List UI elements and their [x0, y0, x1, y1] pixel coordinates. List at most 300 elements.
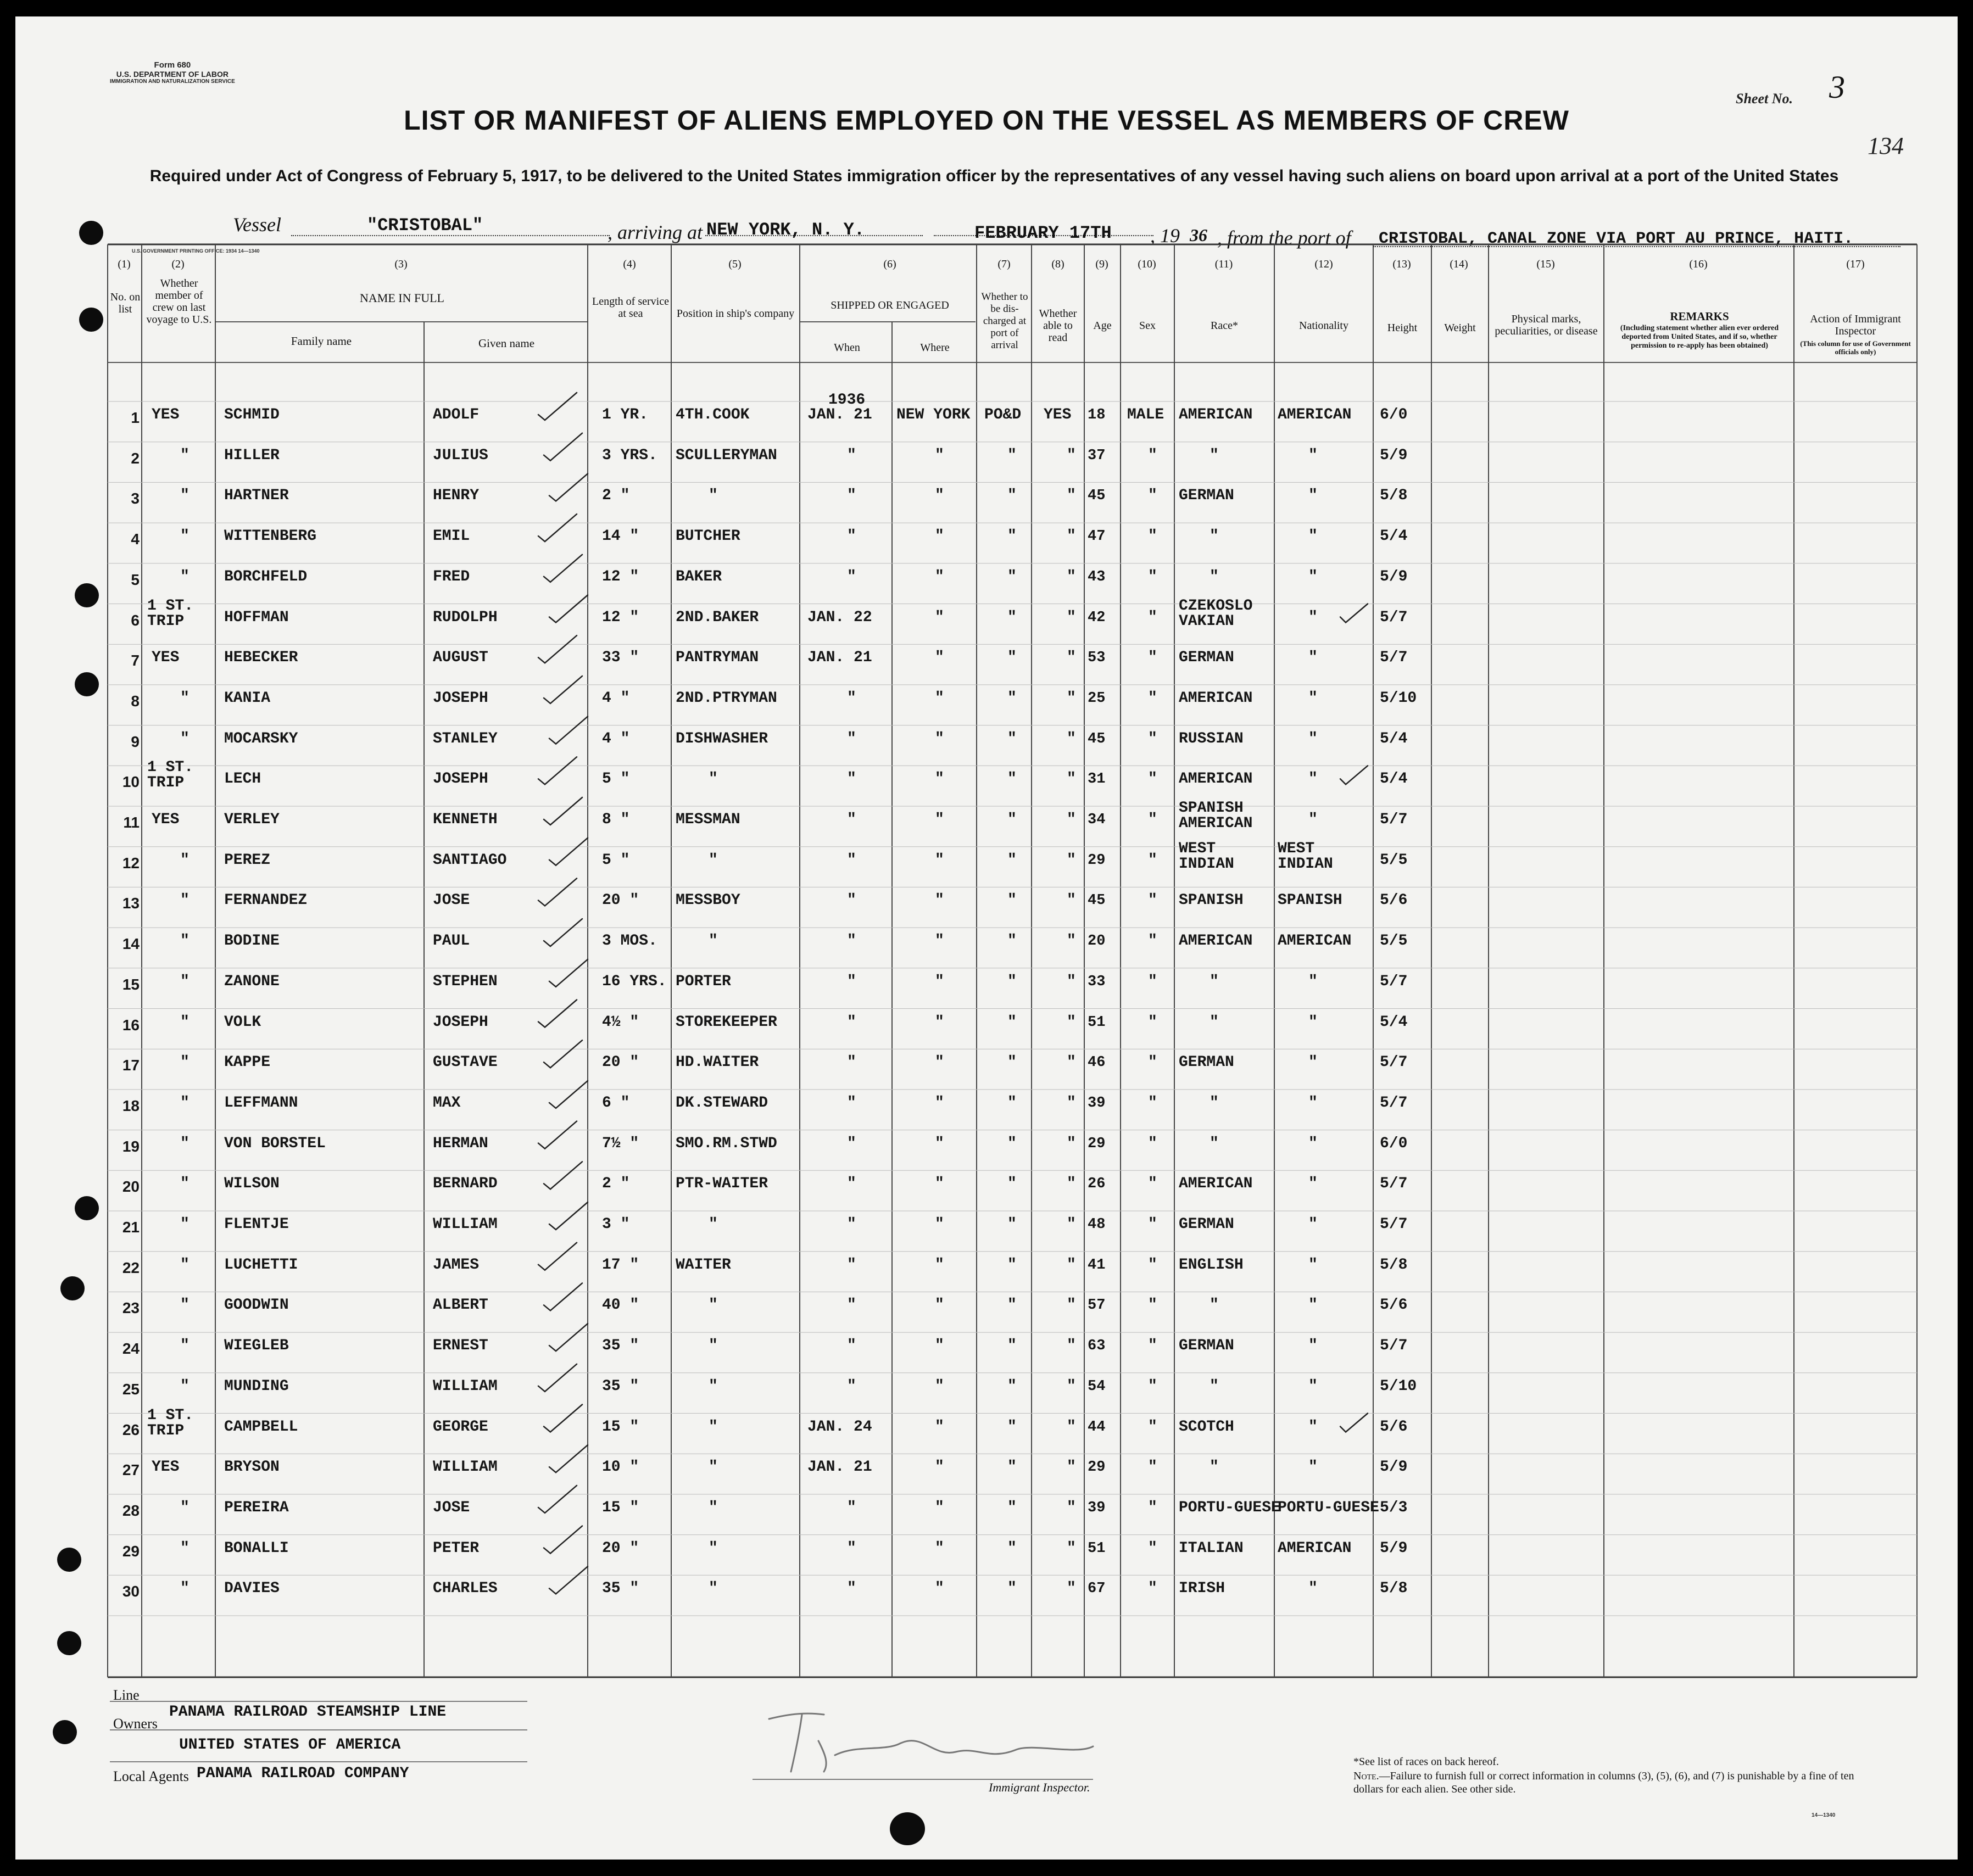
length-service-cell: 12 ": [602, 568, 639, 585]
voyage-cell: ": [180, 1256, 190, 1274]
nationality-cell: ": [1308, 1135, 1318, 1152]
column-number: (6): [883, 258, 896, 270]
sex-cell: ": [1148, 730, 1157, 747]
sex-cell: ": [1148, 892, 1157, 909]
vessel-label: Vessel: [233, 214, 281, 236]
discharged-cell: ": [1007, 689, 1017, 707]
given-name-cell: STANLEY: [433, 730, 498, 747]
able-to-read-cell: ": [1067, 851, 1076, 869]
discharged-cell: ": [1007, 730, 1017, 747]
able-to-read-cell: ": [1067, 1418, 1076, 1436]
position-cell: ": [709, 933, 718, 950]
family-name-cell: DAVIES: [224, 1580, 280, 1598]
line-label: Line: [113, 1687, 140, 1703]
age-cell: 29: [1088, 1459, 1106, 1476]
discharged-cell: ": [1007, 528, 1017, 545]
when-cell: ": [847, 1013, 856, 1031]
service-name: IMMIGRATION AND NATURALIZATION SERVICE: [110, 79, 235, 85]
vessel-name: "CRISTOBAL": [367, 215, 483, 236]
age-cell: 34: [1088, 812, 1106, 828]
sex-cell: ": [1148, 649, 1157, 667]
age-cell: 43: [1088, 568, 1106, 585]
discharged-cell: ": [1007, 933, 1017, 950]
when-cell: ": [847, 1135, 856, 1152]
family-name-cell: HEBECKER: [224, 649, 298, 667]
nationality-cell: ": [1308, 608, 1318, 626]
height-cell: 6/0: [1380, 406, 1408, 423]
age-cell: 41: [1088, 1257, 1106, 1274]
able-to-read-cell: ": [1067, 1499, 1076, 1516]
able-to-read-cell: ": [1067, 1297, 1076, 1314]
where-cell: ": [935, 851, 944, 869]
row-number: 12: [122, 854, 140, 872]
column-number: (5): [728, 258, 742, 270]
department-name: U.S. DEPARTMENT OF LABOR: [116, 70, 229, 79]
punch-hole: [60, 1276, 85, 1300]
able-to-read-cell: ": [1067, 811, 1076, 828]
race-note: *See list of races on back hereof.: [1353, 1756, 1499, 1768]
voyage-cell: ": [180, 1135, 190, 1152]
voyage-cell: ": [180, 933, 190, 950]
owners-label: Owners: [113, 1716, 158, 1732]
able-to-read-cell: ": [1067, 1175, 1076, 1193]
voyage-cell: ": [180, 1337, 190, 1355]
race-cell: ": [1210, 446, 1219, 464]
height-cell: 5/7: [1380, 1337, 1408, 1355]
where-cell: ": [935, 608, 944, 626]
height-cell: 5/10: [1380, 1377, 1417, 1395]
family-name-cell: LEFFMANN: [224, 1094, 298, 1112]
when-cell: ": [847, 1216, 856, 1233]
family-name-cell: PEREIRA: [224, 1499, 289, 1516]
when-cell: ": [847, 811, 856, 828]
voyage-cell: ": [180, 1499, 190, 1516]
header-able-to-read: Whether able to read: [1039, 308, 1077, 344]
where-cell: ": [935, 933, 944, 950]
position-cell: BAKER: [676, 568, 722, 585]
column-number: (13): [1392, 258, 1411, 270]
when-cell: ": [847, 528, 856, 545]
race-cell: AMERICAN: [1179, 689, 1253, 707]
voyage-cell: ": [180, 1013, 190, 1031]
discharged-cell: ": [1007, 1459, 1017, 1476]
able-to-read-cell: ": [1067, 689, 1076, 707]
sex-cell: ": [1148, 1175, 1157, 1193]
header-family-name: Family name: [291, 334, 352, 348]
voyage-cell: YES: [152, 649, 180, 667]
form-number: Form 680: [154, 60, 191, 70]
length-service-cell: 35 ": [602, 1377, 639, 1395]
sex-cell: ": [1148, 1054, 1157, 1071]
punch-hole: [57, 1631, 81, 1655]
page-title: LIST OR MANIFEST OF ALIENS EMPLOYED ON THE VESSEL AS MEMBERS OF CREW: [404, 105, 1569, 136]
nationality-cell: AMERICAN: [1278, 1539, 1352, 1557]
given-name-cell: STEPHEN: [433, 973, 498, 990]
discharged-cell: ": [1007, 771, 1017, 788]
age-cell: 45: [1088, 488, 1106, 505]
where-cell: ": [935, 1539, 944, 1557]
header-height: Height: [1387, 322, 1418, 334]
when-cell: JAN. 22: [807, 608, 872, 626]
line-value: PANAMA RAILROAD STEAMSHIP LINE: [169, 1704, 447, 1721]
punch-hole: [79, 221, 103, 245]
given-name-cell: RUDOLPH: [433, 608, 498, 626]
where-cell: NEW YORK: [896, 406, 971, 423]
able-to-read-cell: YES: [1044, 406, 1072, 423]
age-cell: 29: [1088, 852, 1106, 869]
sex-cell: ": [1148, 446, 1157, 464]
age-cell: 26: [1088, 1176, 1106, 1193]
nationality-cell: ": [1308, 568, 1318, 585]
nationality-cell: ": [1308, 1256, 1318, 1274]
when-cell: ": [847, 1256, 856, 1274]
family-name-cell: BORCHFELD: [224, 568, 308, 585]
length-service-cell: 14 ": [602, 528, 639, 545]
where-cell: ": [935, 771, 944, 788]
voyage-cell: ": [180, 892, 190, 909]
column-number: (9): [1095, 258, 1108, 270]
height-cell: 5/3: [1380, 1499, 1408, 1516]
age-cell: 51: [1088, 1540, 1106, 1557]
race-cell: WEST INDIAN: [1179, 840, 1234, 873]
length-service-cell: 3 MOS.: [602, 933, 657, 950]
able-to-read-cell: ": [1067, 1256, 1076, 1274]
discharged-cell: ": [1007, 608, 1017, 626]
when-cell: ": [847, 1054, 856, 1071]
discharged-cell: ": [1007, 487, 1017, 505]
position-cell: HD.WAITER: [676, 1054, 759, 1071]
age-cell: 39: [1088, 1499, 1106, 1516]
given-name-cell: ADOLF: [433, 406, 480, 423]
voyage-cell: 1 ST. TRIP: [147, 759, 194, 792]
form-code: 14—1340: [1812, 1812, 1836, 1818]
family-name-cell: VON BORSTEL: [224, 1135, 326, 1152]
punch-hole: [75, 583, 99, 607]
nationality-cell: ": [1308, 1216, 1318, 1233]
sex-cell: ": [1148, 1459, 1157, 1476]
given-name-cell: KENNETH: [433, 811, 498, 828]
family-name-cell: LECH: [224, 771, 261, 788]
length-service-cell: 16 YRS.: [602, 973, 667, 990]
header-where: Where: [920, 342, 950, 354]
column-number: (15): [1536, 258, 1555, 270]
note-label: Note.: [1353, 1770, 1379, 1782]
family-name-cell: BRYSON: [224, 1459, 280, 1476]
when-cell: JAN. 21: [807, 649, 872, 667]
column-number: (11): [1214, 258, 1233, 270]
able-to-read-cell: ": [1067, 1135, 1076, 1152]
voyage-cell: ": [180, 446, 190, 464]
race-cell: ITALIAN: [1179, 1539, 1244, 1557]
height-cell: 5/9: [1380, 446, 1408, 464]
race-cell: ": [1210, 1297, 1219, 1314]
row-number: 9: [131, 733, 140, 750]
row-number: 26: [122, 1421, 140, 1438]
header-action-note: (This column for use of Government officials only): [1800, 339, 1911, 356]
arriving-label: , arriving at: [607, 221, 703, 243]
able-to-read-cell: ": [1067, 1580, 1076, 1598]
when-cell: ": [847, 568, 856, 585]
position-cell: STOREKEEPER: [676, 1013, 777, 1031]
height-cell: 5/4: [1380, 1013, 1408, 1031]
family-name-cell: HOFFMAN: [224, 608, 289, 626]
race-cell: ": [1210, 528, 1219, 545]
family-name-cell: HARTNER: [224, 487, 289, 505]
given-name-cell: AUGUST: [433, 649, 488, 667]
family-name-cell: VERLEY: [224, 811, 280, 828]
nationality-cell: WEST INDIAN: [1278, 840, 1333, 873]
given-name-cell: JOSEPH: [433, 689, 488, 707]
race-cell: ": [1210, 1377, 1219, 1395]
position-cell: SMO.RM.STWD: [676, 1135, 777, 1152]
when-cell: ": [847, 973, 856, 990]
family-name-cell: FERNANDEZ: [224, 892, 308, 909]
height-cell: 5/6: [1380, 1297, 1408, 1314]
given-name-cell: ERNEST: [433, 1337, 488, 1355]
discharged-cell: PO&D: [984, 406, 1022, 423]
discharged-cell: ": [1007, 568, 1017, 585]
header-position: Position in ship's company: [676, 308, 795, 320]
where-cell: ": [935, 1256, 944, 1274]
where-cell: ": [935, 1418, 944, 1436]
where-cell: ": [935, 446, 944, 464]
nationality-cell: ": [1308, 811, 1318, 828]
given-name-cell: BERNARD: [433, 1175, 498, 1193]
year-suffix: 36: [1190, 225, 1207, 245]
race-cell: AMERICAN: [1179, 406, 1253, 423]
position-cell: ": [709, 771, 718, 788]
family-name-cell: WIEGLEB: [224, 1337, 289, 1355]
nationality-cell: ": [1308, 446, 1318, 464]
column-number: (10): [1138, 258, 1156, 270]
nationality-cell: AMERICAN: [1278, 933, 1352, 950]
column-number: (4): [623, 258, 636, 270]
punch-hole: [75, 1196, 99, 1220]
where-cell: ": [935, 1337, 944, 1355]
when-cell: ": [847, 892, 856, 909]
header-nationality: Nationality: [1299, 320, 1348, 332]
row-number: 29: [122, 1542, 140, 1560]
age-cell: 53: [1088, 650, 1106, 667]
position-cell: 4TH.COOK: [676, 406, 750, 423]
race-cell: RUSSIAN: [1179, 730, 1244, 747]
note-text: —Failure to furnish full or correct information in columns (3), (5), (6), and (7) is punishable by a fine of ten dollars for each alien. See other side.: [1353, 1770, 1854, 1795]
race-cell: AMERICAN: [1179, 771, 1253, 788]
height-cell: 5/7: [1380, 1094, 1408, 1112]
race-cell: SCOTCH: [1179, 1418, 1234, 1436]
header-physical-marks: Physical marks, peculiarities, or disease: [1495, 313, 1598, 337]
race-cell: ": [1210, 1094, 1219, 1112]
sex-cell: MALE: [1127, 406, 1164, 423]
height-cell: 5/7: [1380, 1175, 1408, 1193]
row-number: 14: [122, 935, 140, 953]
race-cell: SPANISH AMERICAN: [1179, 800, 1253, 832]
sex-cell: ": [1148, 851, 1157, 869]
race-cell: ": [1210, 1459, 1219, 1476]
voyage-cell: ": [180, 487, 190, 505]
age-cell: 57: [1088, 1297, 1106, 1314]
column-number: (3): [394, 258, 408, 270]
voyage-cell: YES: [152, 811, 180, 828]
row-number: 23: [122, 1299, 140, 1317]
height-cell: 5/4: [1380, 730, 1408, 747]
discharged-cell: ": [1007, 1094, 1017, 1112]
where-cell: ": [935, 1175, 944, 1193]
when-cell: ": [847, 1175, 856, 1193]
race-cell: ENGLISH: [1179, 1256, 1244, 1274]
discharged-cell: ": [1007, 1256, 1017, 1274]
column-number: (12): [1314, 258, 1333, 270]
column-number: (8): [1051, 258, 1064, 270]
voyage-cell: ": [180, 1297, 190, 1314]
race-cell: AMERICAN: [1179, 1175, 1253, 1193]
height-cell: 5/4: [1380, 528, 1408, 545]
voyage-cell: ": [180, 689, 190, 707]
family-name-cell: MOCARSKY: [224, 730, 298, 747]
race-cell: ": [1210, 1013, 1219, 1031]
voyage-cell: 1 ST. TRIP: [147, 597, 194, 630]
where-cell: ": [935, 649, 944, 667]
height-cell: 5/9: [1380, 568, 1408, 585]
age-cell: 25: [1088, 690, 1106, 707]
discharged-cell: ": [1007, 1013, 1017, 1031]
discharged-cell: ": [1007, 892, 1017, 909]
sex-cell: ": [1148, 1377, 1157, 1395]
nationality-cell: ": [1308, 1094, 1318, 1112]
length-service-cell: 20 ": [602, 892, 639, 909]
punch-hole: [79, 308, 103, 332]
height-cell: 5/7: [1380, 608, 1408, 626]
height-cell: 5/7: [1380, 1216, 1408, 1233]
column-number: (14): [1450, 258, 1468, 270]
row-number: 30: [122, 1583, 140, 1600]
sex-cell: ": [1148, 933, 1157, 950]
from-port-label: , from the port of: [1217, 227, 1351, 249]
length-service-cell: 15 ": [602, 1499, 639, 1516]
age-cell: 33: [1088, 973, 1106, 990]
length-service-cell: 12 ": [602, 608, 639, 626]
family-name-cell: SCHMID: [224, 406, 280, 423]
failure-note: [1353, 1769, 1859, 1796]
family-name-cell: WILSON: [224, 1175, 280, 1193]
nationality-cell: ": [1308, 771, 1318, 788]
length-service-cell: 3 YRS.: [602, 446, 657, 464]
family-name-cell: KAPPE: [224, 1054, 271, 1071]
nationality-cell: ": [1308, 730, 1318, 747]
sheet-number: 3: [1829, 69, 1845, 105]
length-service-cell: 35 ": [602, 1580, 639, 1598]
age-cell: 42: [1088, 609, 1106, 626]
inspector-caption: Immigrant Inspector.: [989, 1780, 1090, 1794]
given-name-cell: PETER: [433, 1539, 480, 1557]
given-name-cell: PAUL: [433, 933, 470, 950]
where-cell: ": [935, 1013, 944, 1031]
position-cell: SCULLERYMAN: [676, 446, 777, 464]
punch-hole: [75, 672, 99, 696]
race-cell: GERMAN: [1179, 649, 1234, 667]
discharged-cell: ": [1007, 446, 1017, 464]
sex-cell: ": [1148, 689, 1157, 707]
nationality-cell: ": [1308, 1054, 1318, 1071]
able-to-read-cell: ": [1067, 933, 1076, 950]
header-remarks-note: (Including statement whether alien ever ordered deported from United States, and if so, whether permission to re-apply has been obtained): [1620, 324, 1779, 350]
discharged-cell: ": [1007, 1175, 1017, 1193]
when-cell: ": [847, 487, 856, 505]
row-number: 28: [122, 1501, 140, 1519]
header-discharged: Whether to be dis-charged at port of arrival: [981, 291, 1028, 351]
row-number: 1: [131, 409, 140, 426]
position-cell: DISHWASHER: [676, 730, 768, 747]
height-cell: 5/4: [1380, 771, 1408, 788]
page-number: 134: [1868, 132, 1904, 159]
where-cell: ": [935, 1135, 944, 1152]
sex-cell: ": [1148, 608, 1157, 626]
header-when: When: [834, 342, 860, 354]
given-name-cell: FRED: [433, 568, 470, 585]
header-length-service: Length of service at sea: [592, 295, 669, 320]
position-cell: ": [709, 1377, 718, 1395]
race-cell: GERMAN: [1179, 487, 1234, 505]
age-cell: 37: [1088, 447, 1106, 464]
voyage-cell: ": [180, 528, 190, 545]
age-cell: 18: [1088, 407, 1106, 423]
nationality-cell: ": [1308, 1297, 1318, 1314]
when-cell: ": [847, 1094, 856, 1112]
age-cell: 48: [1088, 1216, 1106, 1233]
where-cell: ": [935, 1094, 944, 1112]
row-number: 7: [131, 652, 140, 669]
sex-cell: ": [1148, 1580, 1157, 1598]
given-name-cell: ALBERT: [433, 1297, 488, 1314]
row-number: 22: [122, 1259, 140, 1276]
length-service-cell: 8 ": [602, 811, 630, 828]
family-name-cell: BODINE: [224, 933, 280, 950]
age-cell: 54: [1088, 1378, 1106, 1395]
given-name-cell: SANTIAGO: [433, 851, 507, 869]
position-cell: ": [709, 1337, 718, 1355]
where-cell: ": [935, 528, 944, 545]
family-name-cell: BONALLI: [224, 1539, 289, 1557]
position-cell: ": [709, 1539, 718, 1557]
length-service-cell: 4½ ": [602, 1013, 639, 1031]
year-note: 1936: [828, 392, 866, 409]
position-cell: MESSMAN: [676, 811, 740, 828]
voyage-cell: ": [180, 1054, 190, 1071]
row-number: 6: [131, 611, 140, 629]
age-cell: 20: [1088, 933, 1106, 950]
where-cell: ": [935, 730, 944, 747]
when-cell: ": [847, 851, 856, 869]
height-cell: 5/8: [1380, 1580, 1408, 1598]
race-cell: ": [1210, 973, 1219, 990]
able-to-read-cell: ": [1067, 608, 1076, 626]
sex-cell: ": [1148, 811, 1157, 828]
position-cell: PTR-WAITER: [676, 1175, 768, 1193]
row-number: 25: [122, 1380, 140, 1398]
given-name-cell: MAX: [433, 1094, 461, 1112]
length-service-cell: 35 ": [602, 1337, 639, 1355]
position-cell: ": [709, 1216, 718, 1233]
nationality-cell: ": [1308, 1418, 1318, 1436]
header-sex: Sex: [1139, 320, 1156, 332]
race-cell: CZEKOSLO VAKIAN: [1179, 597, 1253, 630]
discharged-cell: ": [1007, 851, 1017, 869]
length-service-cell: 33 ": [602, 649, 639, 667]
given-name-cell: CHARLES: [433, 1580, 498, 1598]
able-to-read-cell: ": [1067, 1337, 1076, 1355]
punch-hole: [57, 1548, 81, 1572]
race-cell: PORTU-GUESE: [1179, 1499, 1280, 1516]
